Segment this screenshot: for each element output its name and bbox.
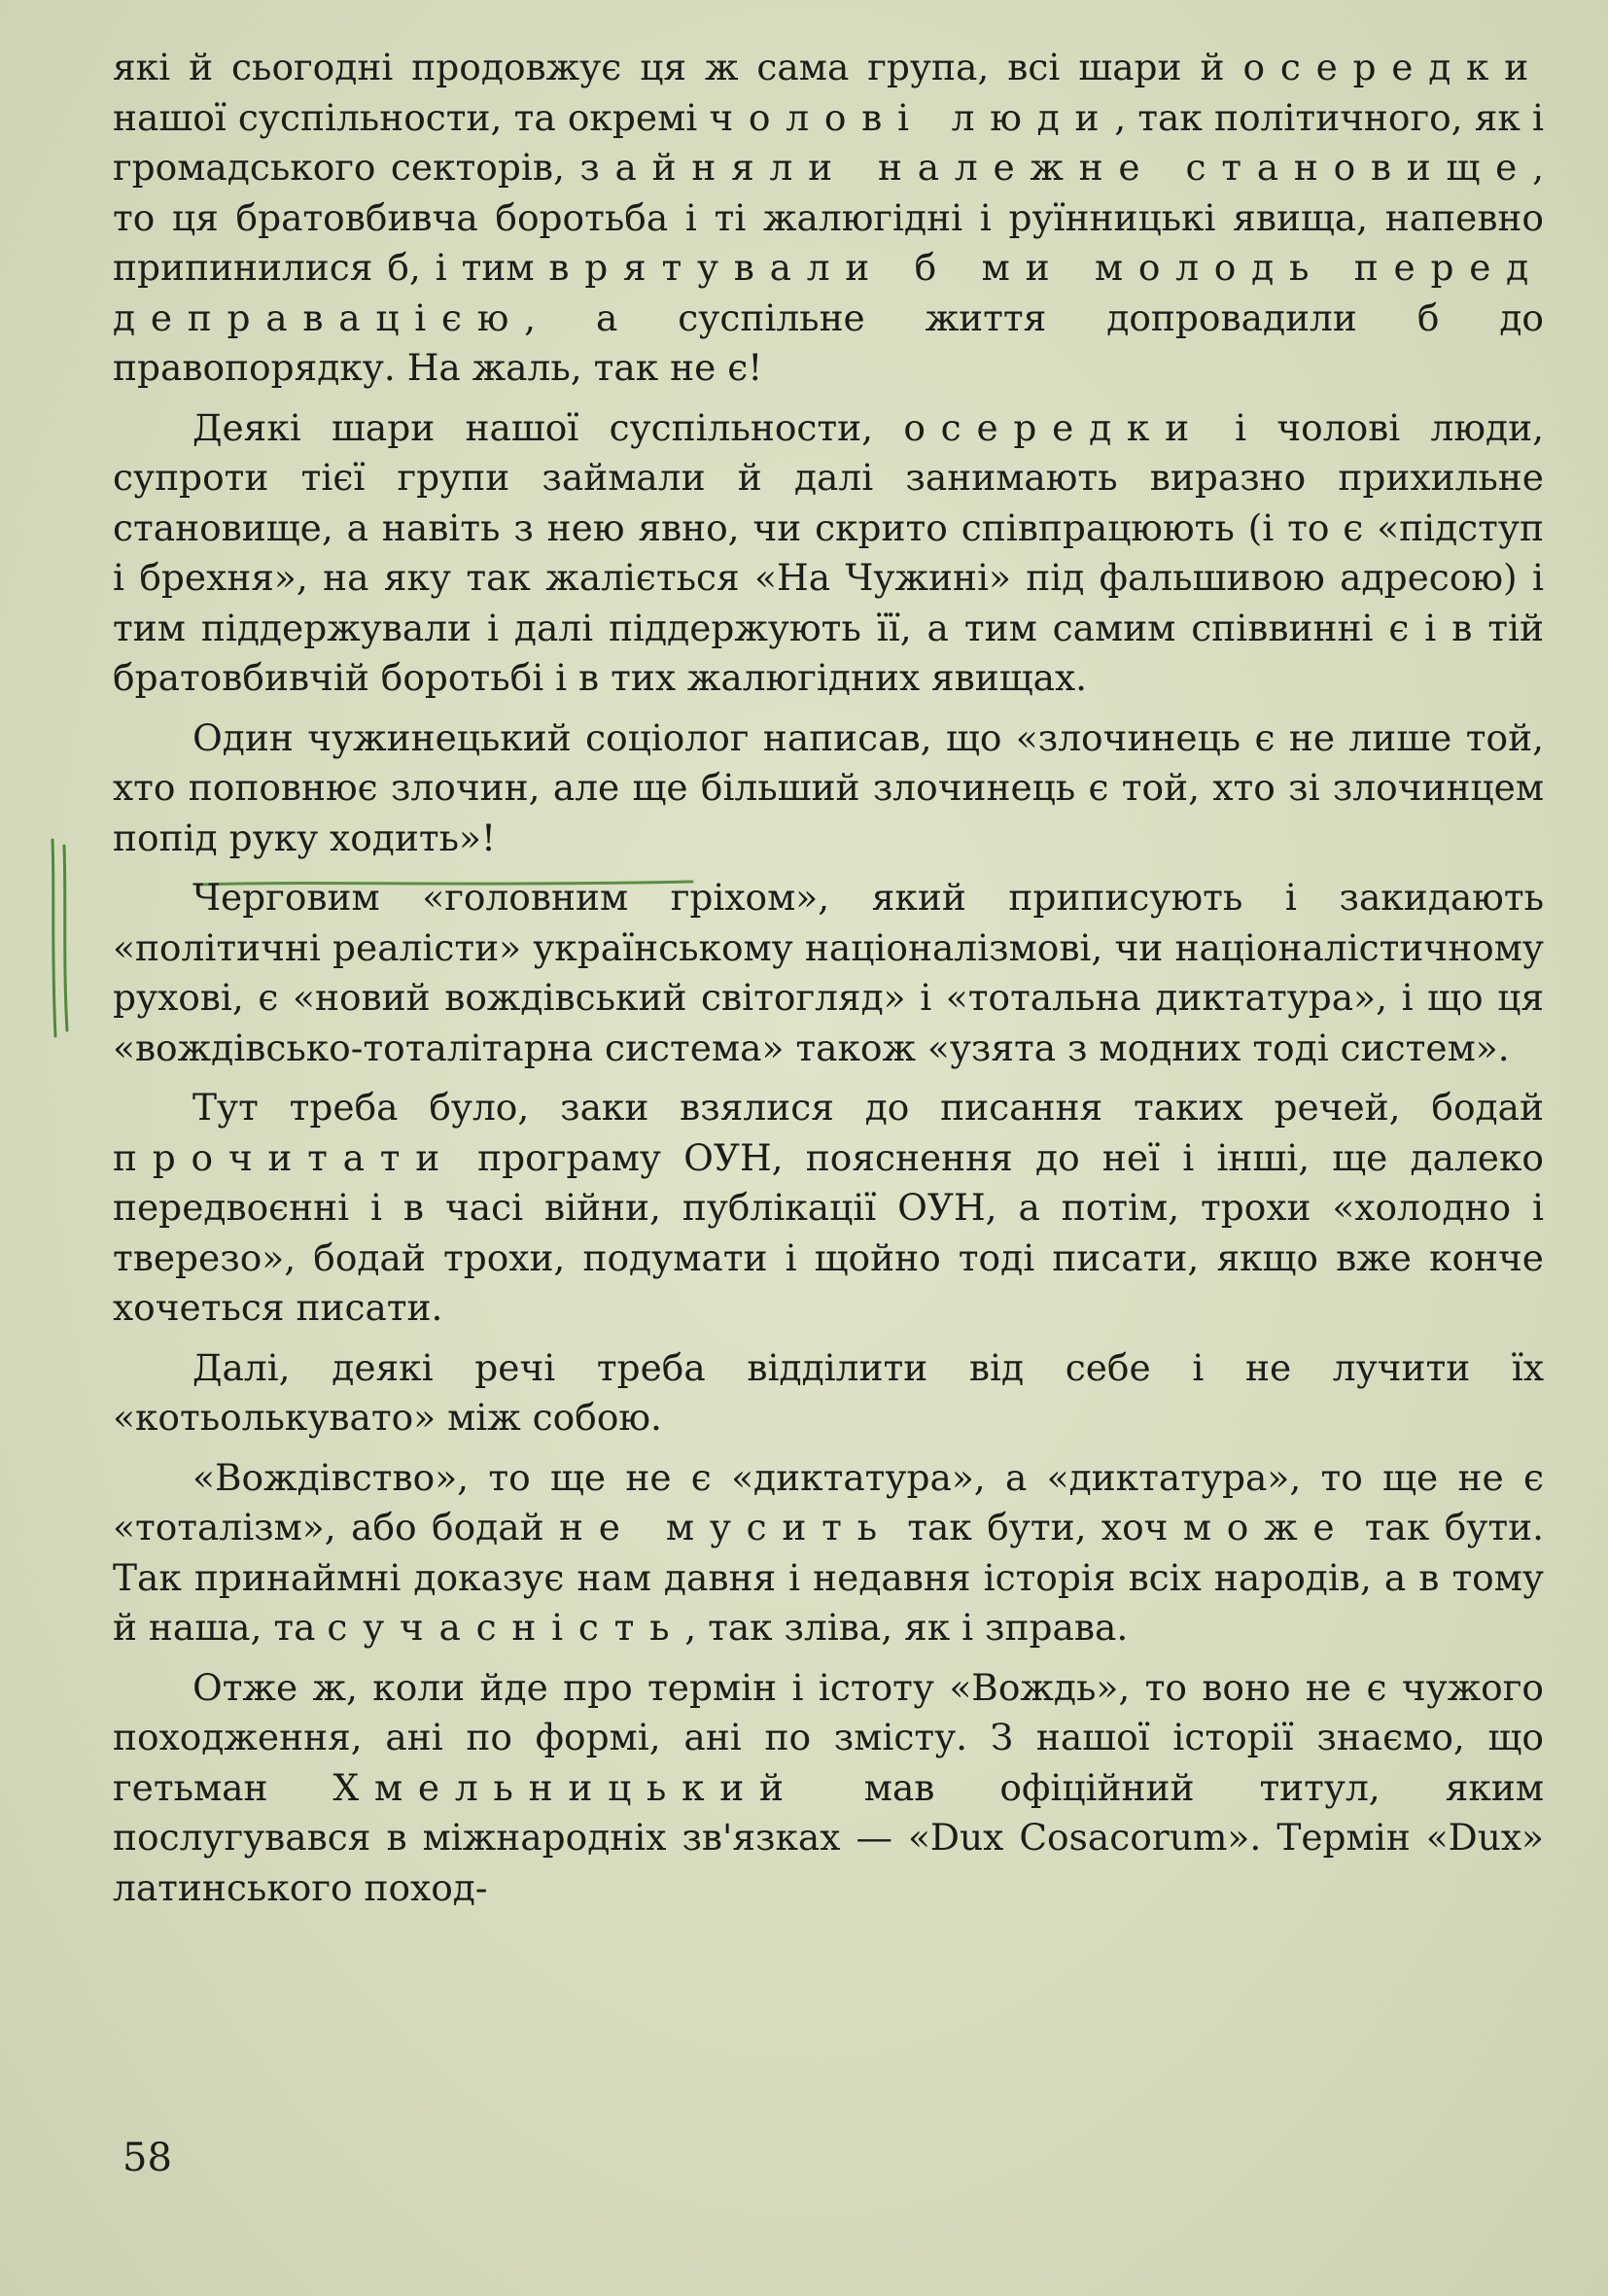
text-segment: , так зліва, як і зправа. bbox=[684, 1606, 1129, 1649]
text-segment: Черговим «головним гріхом», який приписують і закидають «політичні реалісти» українському націоналізмові, чи націоналістичному рухові, є «новий вождівський світогляд» і «тотальна диктатура», і що ця «вождівсько-тоталітарна система» також «узята з модних тоді систем». bbox=[113, 876, 1544, 1069]
spaced-emphasis-text: чолові люди bbox=[709, 95, 1115, 139]
text-segment: , так політичного, як і громадського секторів, bbox=[113, 95, 1544, 189]
paragraph bbox=[113, 1453, 1544, 1653]
paragraph bbox=[113, 43, 1544, 394]
text-segment: так бути, хоч bbox=[891, 1506, 1183, 1548]
margin-pencil-marks bbox=[49, 836, 72, 1040]
spaced-emphasis-text: осередки bbox=[903, 405, 1205, 449]
spaced-emphasis-text: зайняли належне становище bbox=[579, 146, 1533, 189]
text-segment: Отже ж, коли йде про термін і істоту «Вождь», то воно не є чужого походження, ані по формі, ані по змісту. З нашої історії знаємо, що гетьман bbox=[113, 1665, 1544, 1809]
paragraph bbox=[113, 403, 1544, 704]
text-segment: , а суспільне життя допровадили б до правопорядку. На жаль, так не є! bbox=[113, 296, 1544, 389]
spaced-emphasis-text: не мусить bbox=[559, 1506, 892, 1548]
text-segment: «Вождівство», то ще не є «диктатура», а «диктатура», то ще не є «тоталізм», або бодай bbox=[113, 1455, 1544, 1548]
text-segment: програму ОУН, пояснення до неї і інші, ще далеко передвоєнні і в часі війни, публікації ОУН, а потім, трохи «холодно і тверезо», бодай трохи, подумати і щойно тоді писати, якщо вже конче хочеться писати. bbox=[113, 1135, 1544, 1329]
paragraph bbox=[113, 873, 1544, 1073]
text-segment: які й сьогодні продовжує ця ж сама група, всі шари й bbox=[113, 46, 1243, 88]
spaced-emphasis-text: може bbox=[1182, 1506, 1350, 1548]
text-segment: мав офіційний титул, яким послугувався в міжнародніх зв'язках — «Dux Cosacorum». Термін «Dux» латинського поход- bbox=[113, 1765, 1544, 1909]
body-text bbox=[113, 43, 1544, 1923]
paragraph bbox=[113, 713, 1544, 864]
spaced-emphasis-text: сучасність bbox=[327, 1606, 685, 1649]
text-segment: Деякі шари нашої суспільности, bbox=[192, 405, 904, 449]
spaced-emphasis-text: Хмельницький bbox=[332, 1765, 799, 1809]
text-segment: так бути. Так принаймні доказує нам давня і недавня історія всіх народів, а в тому й наша, та bbox=[113, 1506, 1545, 1649]
text-segment: Один чужинецький соціолог написав, що «злочинець є не лише той, хто поповнює злочин, але ще більший злочинець є той, хто зі злочинцем попід руку ходить»! bbox=[113, 715, 1544, 859]
text-segment: нашої суспільности, та окремі bbox=[113, 95, 710, 139]
text-segment: , то ця братовбивча боротьба і ті жалюгідні і руїнницькі явища, напевно припинилися б, і тим bbox=[113, 146, 1544, 289]
spaced-emphasis-text: осередки bbox=[1242, 46, 1544, 88]
paragraph bbox=[113, 1083, 1544, 1334]
text-segment: Тут треба було, заки взялися до писання таких речей, бодай bbox=[192, 1086, 1544, 1129]
spaced-emphasis-text: врятували б ми молодь перед деправацією bbox=[113, 246, 1544, 339]
spaced-emphasis-text: прочитати bbox=[113, 1135, 455, 1179]
page-number: 58 bbox=[122, 2136, 172, 2180]
paragraph bbox=[113, 1343, 1544, 1444]
paragraph bbox=[113, 1663, 1544, 1914]
text-segment: Далі, деякі речі треба відділити від себе і не лучити їх «котьолькувато» між собою. bbox=[113, 1345, 1544, 1439]
text-segment: і чолові люди, супроти тієї групи займали й далі занимають виразно прихильне становище, а навіть з нею явно, чи скрито співпрацюють (і то є «підступ і брехня», на яку так жаліється «На Чужині» під фальшивою адресою) і тим піддержували і далі піддержують її, а тим самим співвинні є і в тій братовбивчій боротьбі і в тих жалюгідних явищах. bbox=[113, 405, 1544, 699]
